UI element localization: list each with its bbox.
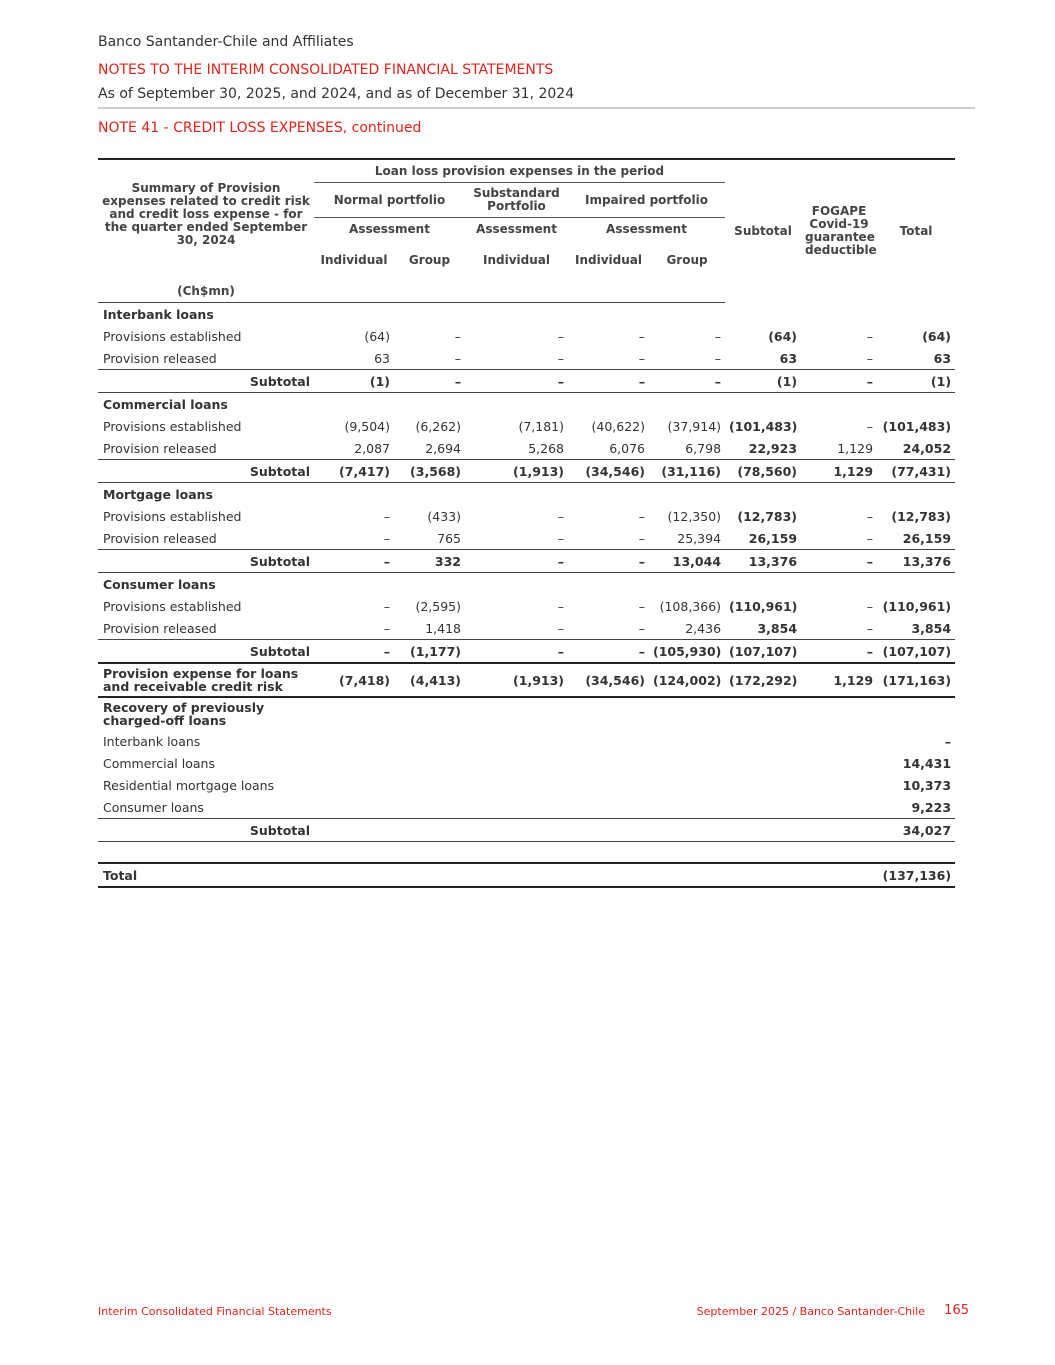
provision-expense-cell: (1,913) [465, 663, 568, 697]
table-cell: (40,622) [591, 418, 645, 434]
subtotal-cell: (1,913) [465, 460, 568, 483]
table-cell: (101,483) [882, 418, 952, 434]
table-cell: – [866, 620, 874, 636]
subtotal-cell: – [568, 550, 649, 573]
subtotal-label: Subtotal [98, 640, 314, 664]
unit-label: (Ch$mn) [98, 280, 314, 303]
table-cell: (12,783) [737, 508, 798, 524]
subtotal-cell: (7,417) [314, 460, 394, 483]
table-cell: 2,087 [354, 440, 390, 456]
table-cell: – [383, 620, 390, 636]
provision-expense-cell: (4,413) [394, 663, 465, 697]
subtotal-cell: – [465, 370, 568, 393]
subtotal-cell: 332 [394, 550, 465, 573]
row-label: Provisions established [103, 598, 242, 614]
subtotal-cell: – [314, 640, 394, 664]
table-cell: 1,418 [425, 620, 461, 636]
subtotal-cell: – [314, 550, 394, 573]
table-cell: (108,366) [659, 598, 722, 614]
subtotal-row [98, 640, 955, 664]
table-cell: (7,181) [518, 418, 564, 434]
row-label: Provision released [103, 530, 217, 546]
subtotal-cell: 13,376 [725, 550, 801, 573]
table-cell: 3,854 [757, 620, 798, 636]
subtotal-cell: (107,107) [877, 640, 955, 664]
table-cell: 1,129 [837, 440, 874, 456]
table-row [98, 325, 955, 347]
table-cell: (64) [768, 328, 798, 344]
table-cell: – [383, 598, 390, 614]
table-cell: (2,595) [415, 598, 461, 614]
subtotal-cell: (1) [314, 370, 394, 393]
table-cell: – [454, 350, 461, 366]
table-cell: 25,394 [677, 530, 722, 546]
grand-total-label: Total [98, 863, 314, 887]
subtotal-cell: (1,177) [394, 640, 465, 664]
corner-label: Summary of Provision expenses related to credit risk and credit loss expense - for the quarter ended September 30, 2024 [102, 181, 310, 247]
recovery-row [98, 752, 955, 774]
table-cell: – [866, 598, 874, 614]
table-row [98, 347, 955, 370]
subtotal-cell: – [465, 550, 568, 573]
subtotal-cell: – [801, 370, 877, 393]
grand-total-row [98, 863, 955, 887]
row-label: Provision released [103, 620, 217, 636]
table-row [98, 505, 955, 527]
table-cell: 63 [933, 350, 952, 366]
note-title: NOTE 41 - CREDIT LOSS EXPENSES, continued [98, 120, 422, 136]
individual-header: Individual [483, 252, 550, 267]
subtotal-cell: (1) [877, 370, 955, 393]
table-cell: (433) [427, 508, 461, 524]
provision-expense-cell: (7,418) [314, 663, 394, 697]
subtotal-cell: – [801, 640, 877, 664]
normal-portfolio-header: Normal portfolio [314, 183, 465, 218]
subtotal-column-header: Subtotal [734, 223, 792, 238]
subtotal-row [98, 370, 955, 393]
subtotal-cell: – [801, 550, 877, 573]
table-cell: – [383, 508, 390, 524]
group-col-header: Group [408, 252, 451, 267]
table-row [98, 595, 955, 617]
recovery-total-cell: – [944, 733, 952, 749]
recovery-subtotal-row [98, 819, 955, 842]
table-cell: – [557, 350, 564, 366]
company-name: Banco Santander-Chile and Affiliates [98, 34, 354, 50]
table-cell: – [714, 328, 722, 344]
provision-expense-cell: (172,292) [725, 663, 801, 697]
individual-header: Individual [575, 252, 642, 267]
table-cell: 26,159 [902, 530, 952, 546]
table-row [98, 437, 955, 460]
table-cell: – [557, 620, 564, 636]
table-cell: – [714, 350, 722, 366]
subtotal-cell: (78,560) [725, 460, 801, 483]
table-cell: 2,694 [425, 440, 461, 456]
assessment-header-impaired: Assessment [606, 221, 687, 236]
table-cell: – [866, 530, 874, 546]
subtotal-cell: – [465, 640, 568, 664]
table-cell: (37,914) [667, 418, 722, 434]
section-row [98, 483, 955, 506]
recovery-row [98, 774, 955, 796]
table-cell: (9,504) [344, 418, 390, 434]
subtotal-row [98, 550, 955, 573]
footer-right: September 2025 / Banco Santander-Chile [696, 1305, 925, 1318]
assessment-header-substandard: Assessment [476, 221, 557, 236]
subtotal-cell: (105,930) [649, 640, 725, 664]
table-cell: (101,483) [729, 418, 798, 434]
recovery-label: Residential mortgage loans [103, 777, 275, 793]
table-cell: 63 [374, 350, 390, 366]
recovery-title: Recovery of previously charged-off loans [103, 700, 265, 728]
table-cell: 6,798 [685, 440, 722, 456]
subtotal-cell: 13,376 [877, 550, 955, 573]
section-row [98, 393, 955, 416]
row-label: Provision released [103, 440, 217, 456]
table-cell: (64) [922, 328, 952, 344]
row-label: Provisions established [103, 328, 242, 344]
subtotal-label: Subtotal [98, 819, 314, 842]
table-cell: (12,350) [667, 508, 722, 524]
recovery-label: Consumer loans [103, 799, 204, 815]
section-row [98, 303, 955, 326]
table-cell: – [638, 350, 645, 366]
recovery-total-cell: 10,373 [902, 777, 952, 793]
page-number: 165 [944, 1303, 969, 1318]
table-cell: – [638, 508, 645, 524]
section-title: Interbank loans [103, 306, 214, 322]
notes-title: NOTES TO THE INTERIM CONSOLIDATED FINANCIAL STATEMENTS [98, 62, 554, 78]
table-cell: – [638, 530, 645, 546]
table-cell: 6,076 [609, 440, 645, 456]
recovery-subtotal-cell: 34,027 [877, 819, 955, 842]
credit-loss-table [98, 158, 955, 888]
table-cell: – [638, 620, 645, 636]
row-label: Provisions established [103, 418, 242, 434]
table-cell: – [557, 530, 564, 546]
table-cell: – [866, 418, 874, 434]
table-cell: 26,159 [748, 530, 798, 546]
recovery-label: Interbank loans [103, 733, 201, 749]
table-cell: (110,961) [729, 598, 798, 614]
provision-expense-row [98, 663, 955, 697]
table-cell: – [638, 598, 645, 614]
subtotal-label: Subtotal [98, 370, 314, 393]
subtotal-cell: – [568, 370, 649, 393]
section-title: Mortgage loans [103, 486, 213, 502]
assessment-header-normal: Assessment [349, 221, 430, 236]
recovery-total-cell: 14,431 [902, 755, 952, 771]
subtotal-cell: 1,129 [801, 460, 877, 483]
total-column-header: Total [899, 223, 933, 238]
subtotal-label: Subtotal [98, 460, 314, 483]
recovery-label: Commercial loans [103, 755, 215, 771]
table-cell: 22,923 [748, 440, 798, 456]
table-cell: – [866, 350, 874, 366]
provision-expense-cell: 1,129 [801, 663, 877, 697]
table-cell: 63 [779, 350, 798, 366]
provision-expense-label: Provision expense for loans and receivable credit risk [98, 663, 314, 697]
table-cell: – [866, 508, 874, 524]
table-row [98, 617, 955, 640]
subtotal-cell: (3,568) [394, 460, 465, 483]
table-cell: – [866, 328, 874, 344]
section-title: Consumer loans [103, 576, 216, 592]
table-cell: – [638, 328, 645, 344]
table-cell: – [454, 328, 461, 344]
subtotal-cell: (34,546) [568, 460, 649, 483]
header-divider [98, 107, 975, 109]
recovery-title-row [98, 697, 955, 730]
table-cell: – [557, 328, 564, 344]
table-cell: – [557, 598, 564, 614]
group-header: Loan loss provision expenses in the period [314, 159, 725, 183]
table-row [98, 415, 955, 437]
subtotal-cell: – [394, 370, 465, 393]
subtotal-row [98, 460, 955, 483]
subtotal-cell: (31,116) [649, 460, 725, 483]
individual-header: Individual [320, 252, 388, 267]
recovery-row [98, 730, 955, 752]
provision-expense-cell: (34,546) [568, 663, 649, 697]
recovery-total-cell: 9,223 [911, 799, 952, 815]
section-title: Commercial loans [103, 396, 228, 412]
substandard-portfolio-header: Substandard Portfolio [465, 183, 568, 218]
table-body [98, 303, 955, 888]
subtotal-cell: (77,431) [877, 460, 955, 483]
table-cell: 765 [437, 530, 461, 546]
row-label: Provisions established [103, 508, 242, 524]
table-row [98, 527, 955, 550]
table-cell: (12,783) [891, 508, 952, 524]
subtotal-cell: – [568, 640, 649, 664]
date-line: As of September 30, 2025, and 2024, and as of December 31, 2024 [98, 86, 575, 102]
group-col-header: Group [666, 252, 708, 267]
provision-expense-cell: (171,163) [877, 663, 955, 697]
subtotal-cell: 13,044 [649, 550, 725, 573]
table-cell: 3,854 [911, 620, 952, 636]
subtotal-cell: (107,107) [725, 640, 801, 664]
table-cell: (110,961) [882, 598, 952, 614]
table-cell: 5,268 [528, 440, 564, 456]
subtotal-label: Subtotal [98, 550, 314, 573]
section-row [98, 573, 955, 596]
table-cell: (64) [364, 328, 390, 344]
grand-total-cell: (137,136) [877, 863, 955, 887]
table-cell: 2,436 [685, 620, 722, 636]
fogape-column-header: FOGAPE Covid-19 guarantee deductible [805, 204, 877, 258]
row-label: Provision released [103, 350, 217, 366]
impaired-portfolio-header: Impaired portfolio [568, 183, 725, 218]
subtotal-cell: (1) [725, 370, 801, 393]
table-cell: 24,052 [902, 440, 952, 456]
footer-left: Interim Consolidated Financial Statements [98, 1305, 332, 1318]
table-cell: – [557, 508, 564, 524]
subtotal-cell: – [649, 370, 725, 393]
provision-expense-cell: (124,002) [649, 663, 725, 697]
table-cell: – [383, 530, 390, 546]
table-cell: (6,262) [415, 418, 461, 434]
recovery-row [98, 796, 955, 819]
